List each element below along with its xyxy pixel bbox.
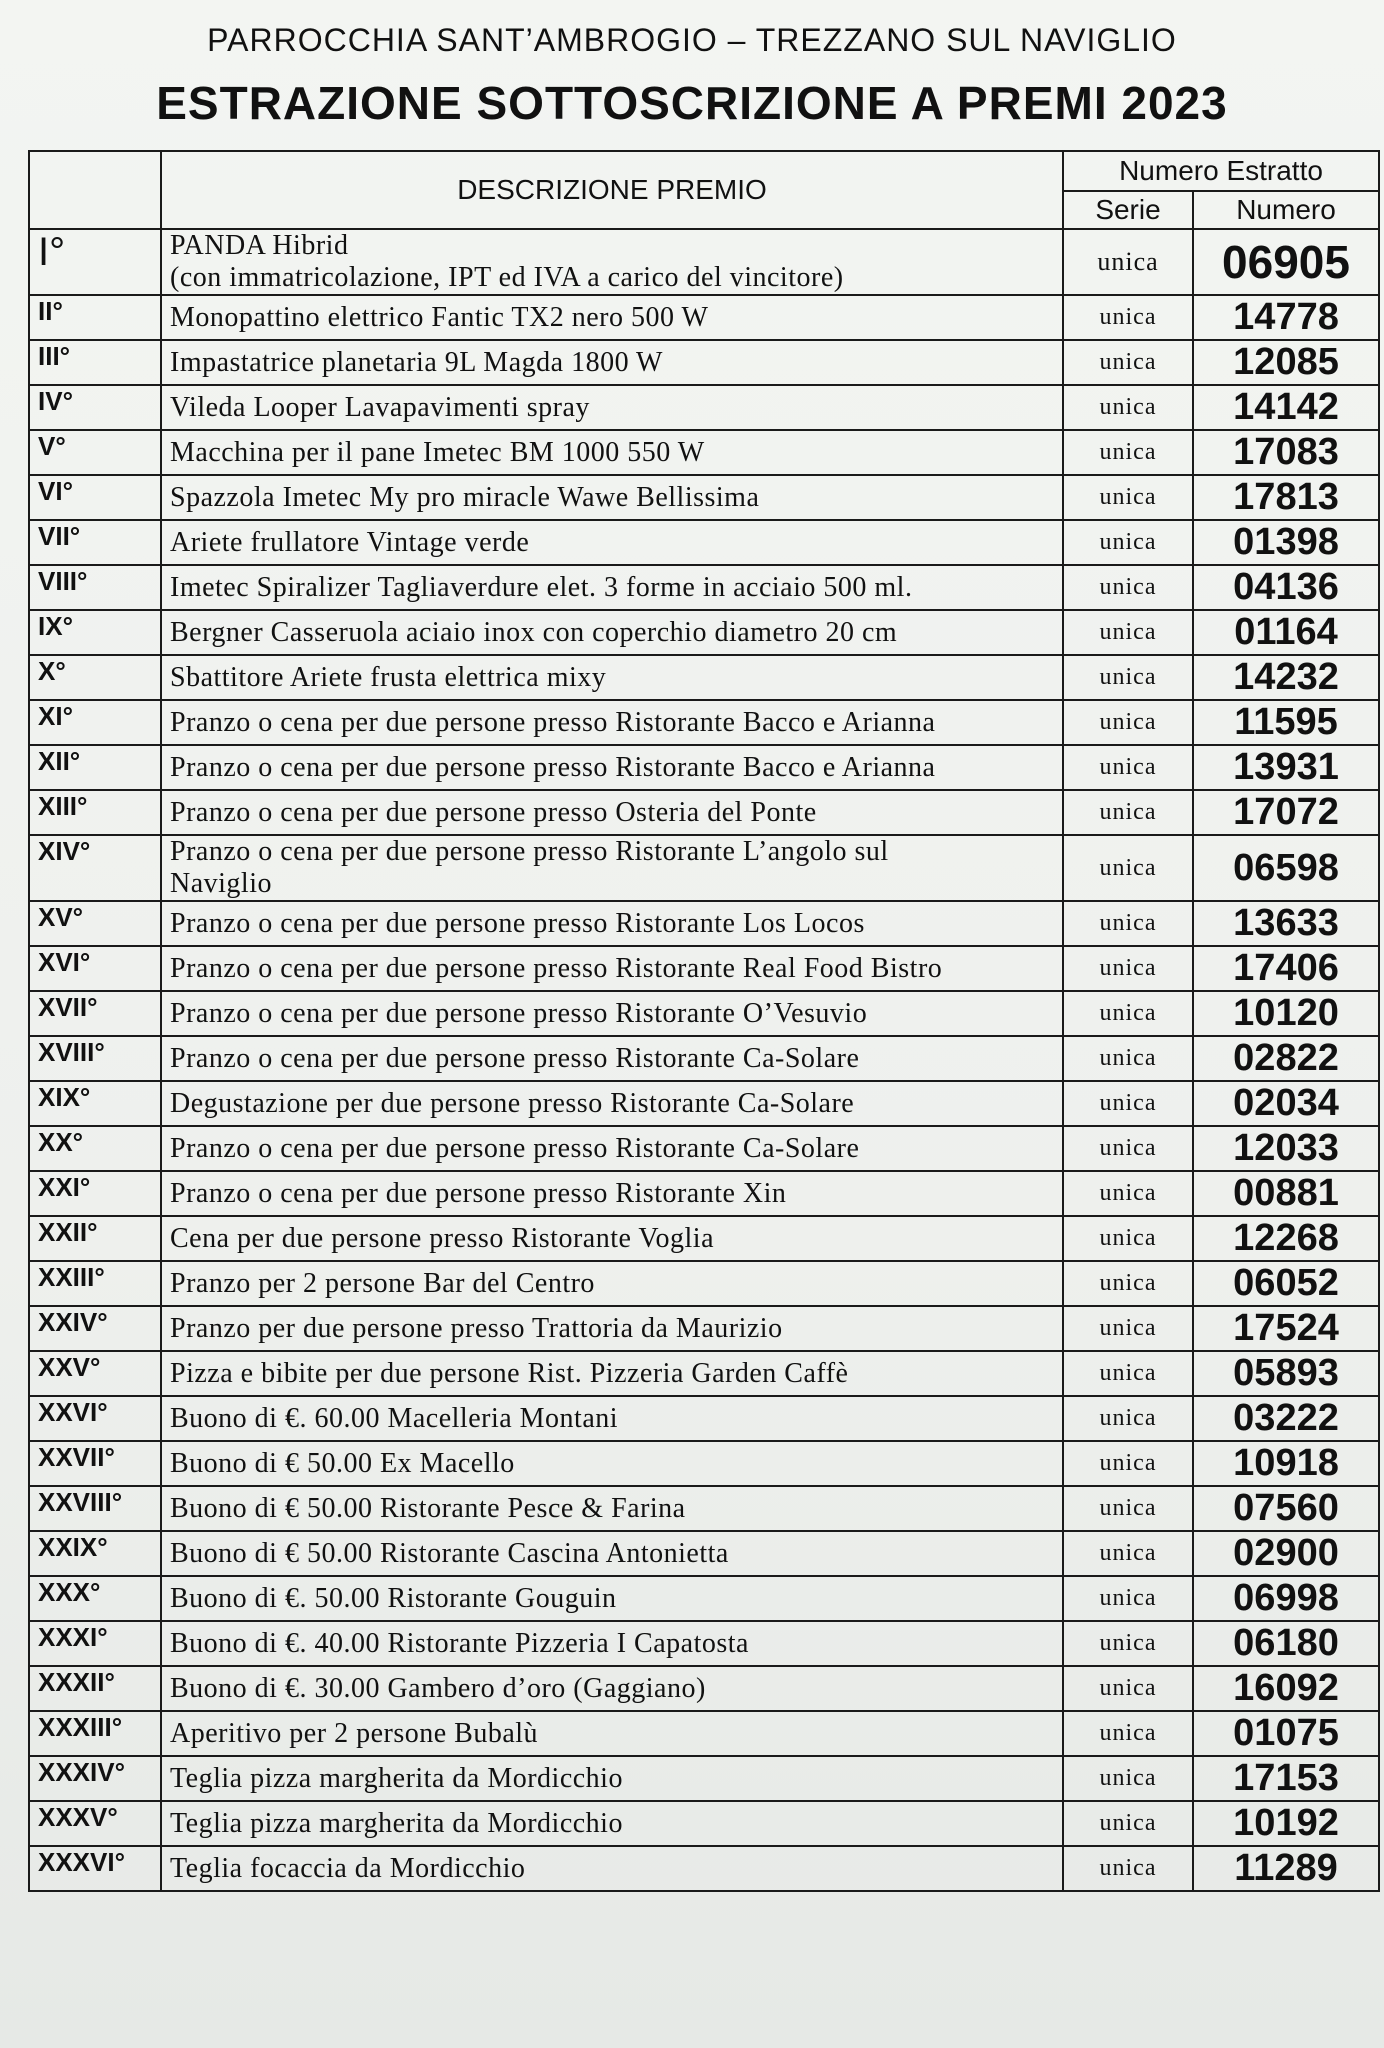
prize-description [161, 1126, 1063, 1171]
table-row [29, 1396, 1379, 1441]
drawn-number: 17406 [1193, 946, 1379, 991]
table-row [29, 991, 1379, 1036]
prize-table [28, 150, 1380, 1892]
parish-heading: PARROCCHIA SANT’AMBROGIO – TREZZANO SUL NAVIGLIO [207, 22, 1177, 58]
prize-serie: unica [1063, 1306, 1193, 1351]
prize-serie: unica [1063, 1486, 1193, 1531]
drawn-number: 17524 [1193, 1306, 1379, 1351]
prize-description [161, 1396, 1063, 1441]
prize-serie: unica [1063, 745, 1193, 790]
drawn-number: 12033 [1193, 1126, 1379, 1171]
prize-rank: XIV° [29, 835, 161, 901]
prize-serie: unica [1063, 1576, 1193, 1621]
prize-description [161, 1711, 1063, 1756]
prize-description [161, 1081, 1063, 1126]
drawn-number: 06905 [1193, 229, 1379, 295]
prize-rank: XXII° [29, 1216, 161, 1261]
prize-description [161, 946, 1063, 991]
prize-description-line: Bergner Casseruola aciaio inox con coperchio diametro 20 cm [170, 616, 898, 648]
prize-serie: unica [1063, 229, 1193, 295]
table-row [29, 1306, 1379, 1351]
prize-rank: II° [29, 295, 161, 340]
prize-rank: XIII° [29, 790, 161, 835]
prize-description [161, 1621, 1063, 1666]
prize-description [161, 1306, 1063, 1351]
drawn-number: 01164 [1193, 610, 1379, 655]
prize-rank: XXV° [29, 1351, 161, 1396]
drawn-number: 05893 [1193, 1351, 1379, 1396]
drawn-number: 11289 [1193, 1846, 1379, 1891]
prize-description [161, 1036, 1063, 1081]
prize-description-line: Imetec Spiralizer Tagliaverdure elet. 3 forme in acciaio 500 ml. [170, 571, 913, 603]
prize-description [161, 1576, 1063, 1621]
prize-serie: unica [1063, 475, 1193, 520]
table-row [29, 835, 1379, 901]
drawn-number: 16092 [1193, 1666, 1379, 1711]
table-row [29, 385, 1379, 430]
prize-description [161, 835, 1063, 901]
prize-description [161, 475, 1063, 520]
prize-serie: unica [1063, 1621, 1193, 1666]
table-row [29, 295, 1379, 340]
table-row [29, 1666, 1379, 1711]
description-column-header: DESCRIZIONE PREMIO [161, 151, 1063, 229]
prize-rank: XXVI° [29, 1396, 161, 1441]
prize-description [161, 565, 1063, 610]
drawn-number: 07560 [1193, 1486, 1379, 1531]
prize-description-line: Buono di €. 50.00 Ristorante Gouguin [170, 1582, 617, 1614]
prize-rank: XXVIII° [29, 1486, 161, 1531]
prize-rank: XVI° [29, 946, 161, 991]
prize-description-line: Vileda Looper Lavapavimenti spray [170, 391, 590, 423]
table-row [29, 1846, 1379, 1891]
table-row [29, 1171, 1379, 1216]
prize-description-line: Buono di € 50.00 Ristorante Cascina Antonietta [170, 1537, 729, 1569]
prize-description [161, 1261, 1063, 1306]
prize-description [161, 610, 1063, 655]
prize-description-line: Pranzo o cena per due persone presso Ristorante Bacco e Arianna [170, 751, 936, 783]
prize-description-line: Pranzo o cena per due persone presso Ristorante L’angolo sul [170, 836, 889, 867]
prize-rank: XXXII° [29, 1666, 161, 1711]
prize-serie: unica [1063, 520, 1193, 565]
drawn-number: 04136 [1193, 565, 1379, 610]
serie-column-header: Serie [1063, 191, 1193, 229]
prize-description-line: Pranzo o cena per due persone presso Ristorante O’Vesuvio [170, 997, 868, 1029]
prize-description [161, 1666, 1063, 1711]
prize-description [161, 745, 1063, 790]
drawn-number: 14778 [1193, 295, 1379, 340]
prize-description [161, 520, 1063, 565]
drawn-number: 17072 [1193, 790, 1379, 835]
prize-rank: XXIX° [29, 1531, 161, 1576]
prize-description [161, 1846, 1063, 1891]
prize-rank: XII° [29, 745, 161, 790]
prize-description [161, 385, 1063, 430]
prize-description [161, 295, 1063, 340]
table-row [29, 1531, 1379, 1576]
prize-description-line: Impastatrice planetaria 9L Magda 1800 W [170, 346, 663, 378]
prize-description-line: Buono di €. 60.00 Macelleria Montani [170, 1402, 619, 1434]
table-row [29, 1261, 1379, 1306]
drawn-number: 13633 [1193, 901, 1379, 946]
prize-serie: unica [1063, 1261, 1193, 1306]
table-row [29, 610, 1379, 655]
prize-serie: unica [1063, 610, 1193, 655]
table-row [29, 1756, 1379, 1801]
drawn-number: 12268 [1193, 1216, 1379, 1261]
prize-serie: unica [1063, 790, 1193, 835]
drawn-number: 14142 [1193, 385, 1379, 430]
prize-description [161, 1441, 1063, 1486]
prize-description-line: Pizza e bibite per due persone Rist. Pizzeria Garden Caffè [170, 1357, 849, 1389]
table-row [29, 1576, 1379, 1621]
prize-rank: XVII° [29, 991, 161, 1036]
table-row [29, 946, 1379, 991]
prize-description-line: Cena per due persone presso Ristorante Voglia [170, 1222, 715, 1254]
prize-rank: XX° [29, 1126, 161, 1171]
prize-description-line: Pranzo o cena per due persone presso Ristorante Ca-Solare [170, 1132, 860, 1164]
prize-description-line: Teglia focaccia da Mordicchio [170, 1852, 526, 1884]
prize-rank: VII° [29, 520, 161, 565]
prize-serie: unica [1063, 1351, 1193, 1396]
prize-rank: XV° [29, 901, 161, 946]
prize-serie: unica [1063, 991, 1193, 1036]
rank-column-header [29, 151, 161, 229]
drawn-number: 03222 [1193, 1396, 1379, 1441]
prize-description [161, 229, 1063, 295]
table-row [29, 1351, 1379, 1396]
numero-column-header: Numero [1193, 191, 1379, 229]
drawn-number: 13931 [1193, 745, 1379, 790]
drawn-number: 10918 [1193, 1441, 1379, 1486]
prize-rank: XXVII° [29, 1441, 161, 1486]
prize-description-line: Spazzola Imetec My pro miracle Wawe Bellissima [170, 481, 760, 513]
drawn-number: 06180 [1193, 1621, 1379, 1666]
prize-description [161, 340, 1063, 385]
prize-serie: unica [1063, 295, 1193, 340]
prize-table-body [29, 229, 1379, 1891]
table-row [29, 1216, 1379, 1261]
prize-description-line: Teglia pizza margherita da Mordicchio [170, 1807, 623, 1839]
drawn-number: 06598 [1193, 835, 1379, 901]
prize-serie: unica [1063, 1441, 1193, 1486]
table-row [29, 229, 1379, 295]
prize-rank: III° [29, 340, 161, 385]
table-row [29, 1441, 1379, 1486]
prize-serie: unica [1063, 430, 1193, 475]
prize-rank: XVIII° [29, 1036, 161, 1081]
drawn-number: 01075 [1193, 1711, 1379, 1756]
document-title: ESTRAZIONE SOTTOSCRIZIONE A PREMI 2023 [156, 77, 1228, 129]
drawn-number: 14232 [1193, 655, 1379, 700]
prize-serie: unica [1063, 1666, 1193, 1711]
prize-description-line: (con immatricolazione, IPT ed IVA a carico del vincitore) [170, 262, 844, 293]
table-row [29, 340, 1379, 385]
prize-rank: XXIII° [29, 1261, 161, 1306]
drawn-number: 02822 [1193, 1036, 1379, 1081]
drawn-number: 10120 [1193, 991, 1379, 1036]
table-row [29, 655, 1379, 700]
prize-description-line: Aperitivo per 2 persone Bubalù [170, 1717, 539, 1749]
prize-description-line: Buono di €. 40.00 Ristorante Pizzeria I Capatosta [170, 1627, 749, 1659]
prize-serie: unica [1063, 1756, 1193, 1801]
drawn-number: 00881 [1193, 1171, 1379, 1216]
prize-serie: unica [1063, 385, 1193, 430]
drawn-number: 11595 [1193, 700, 1379, 745]
prize-serie: unica [1063, 700, 1193, 745]
table-row [29, 475, 1379, 520]
table-row [29, 700, 1379, 745]
prize-serie: unica [1063, 1801, 1193, 1846]
prize-description-line: Buono di € 50.00 Ristorante Pesce & Farina [170, 1492, 686, 1524]
prize-rank: XI° [29, 700, 161, 745]
prize-rank: I° [29, 229, 161, 295]
prize-description [161, 1216, 1063, 1261]
table-row [29, 1036, 1379, 1081]
prize-description [161, 991, 1063, 1036]
prize-description-line: Pranzo per 2 persone Bar del Centro [170, 1267, 595, 1299]
prize-description [161, 1801, 1063, 1846]
prize-serie: unica [1063, 901, 1193, 946]
prize-description [161, 1756, 1063, 1801]
prize-rank: XXXV° [29, 1801, 161, 1846]
drawn-number: 06052 [1193, 1261, 1379, 1306]
prize-description-line: Sbattitore Ariete frusta elettrica mixy [170, 661, 607, 693]
table-row [29, 1126, 1379, 1171]
prize-serie: unica [1063, 655, 1193, 700]
prize-serie: unica [1063, 565, 1193, 610]
prize-description [161, 901, 1063, 946]
drawn-number: 17153 [1193, 1756, 1379, 1801]
prize-serie: unica [1063, 1531, 1193, 1576]
prize-description-line: Ariete frullatore Vintage verde [170, 526, 530, 558]
prize-serie: unica [1063, 1126, 1193, 1171]
prize-rank: XXX° [29, 1576, 161, 1621]
prize-description-line: Buono di € 50.00 Ex Macello [170, 1447, 515, 1479]
drawn-number: 17813 [1193, 475, 1379, 520]
prize-rank: V° [29, 430, 161, 475]
drawn-number: 12085 [1193, 340, 1379, 385]
prize-rank: XXXI° [29, 1621, 161, 1666]
prize-description [161, 700, 1063, 745]
table-row [29, 1621, 1379, 1666]
table-row [29, 1486, 1379, 1531]
drawn-number: 02034 [1193, 1081, 1379, 1126]
drawn-number: 10192 [1193, 1801, 1379, 1846]
prize-serie: unica [1063, 1171, 1193, 1216]
prize-rank: X° [29, 655, 161, 700]
prize-rank: IV° [29, 385, 161, 430]
drawn-number: 01398 [1193, 520, 1379, 565]
prize-description-line: Pranzo o cena per due persone presso Osteria del Ponte [170, 796, 817, 828]
prize-description-line: Pranzo per due persone presso Trattoria da Maurizio [170, 1312, 783, 1344]
prize-rank: VI° [29, 475, 161, 520]
prize-description-line: Monopattino elettrico Fantic TX2 nero 500 W [170, 301, 709, 333]
table-row [29, 901, 1379, 946]
prize-description-line: Pranzo o cena per due persone presso Ristorante Ca-Solare [170, 1042, 860, 1074]
drawn-number: 02900 [1193, 1531, 1379, 1576]
prize-description [161, 1486, 1063, 1531]
table-row [29, 790, 1379, 835]
prize-serie: unica [1063, 1711, 1193, 1756]
prize-description-line: Pranzo o cena per due persone presso Ristorante Bacco e Arianna [170, 706, 936, 738]
prize-description-line: Teglia pizza margherita da Mordicchio [170, 1762, 623, 1794]
prize-rank: XXIV° [29, 1306, 161, 1351]
prize-description [161, 1171, 1063, 1216]
prize-description [161, 430, 1063, 475]
prize-description-line: Naviglio [170, 868, 272, 899]
table-row [29, 1711, 1379, 1756]
prize-serie: unica [1063, 835, 1193, 901]
table-row [29, 1081, 1379, 1126]
table-row [29, 1801, 1379, 1846]
prize-description-line: PANDA Hibrid [170, 230, 349, 261]
prize-rank: XXXIV° [29, 1756, 161, 1801]
prize-rank: IX° [29, 610, 161, 655]
prize-description-line: Degustazione per due persone presso Ristorante Ca-Solare [170, 1087, 855, 1119]
prize-description-line: Macchina per il pane Imetec BM 1000 550 W [170, 436, 705, 468]
prize-rank: XXXVI° [29, 1846, 161, 1891]
prize-description [161, 655, 1063, 700]
prize-rank: VIII° [29, 565, 161, 610]
prize-serie: unica [1063, 1081, 1193, 1126]
prize-serie: unica [1063, 1846, 1193, 1891]
table-row [29, 745, 1379, 790]
prize-serie: unica [1063, 1216, 1193, 1261]
prize-description-line: Pranzo o cena per due persone presso Ristorante Xin [170, 1177, 787, 1209]
prize-description-line: Pranzo o cena per due persone presso Ristorante Real Food Bistro [170, 952, 943, 984]
table-row [29, 565, 1379, 610]
prize-serie: unica [1063, 1036, 1193, 1081]
prize-serie: unica [1063, 340, 1193, 385]
prize-description [161, 1351, 1063, 1396]
prize-description [161, 790, 1063, 835]
prize-rank: XXI° [29, 1171, 161, 1216]
prize-table-header [29, 151, 1379, 229]
drawn-number: 17083 [1193, 430, 1379, 475]
prize-description-line: Buono di €. 30.00 Gambero d’oro (Gaggiano) [170, 1672, 706, 1704]
prize-rank: XXXIII° [29, 1711, 161, 1756]
table-row [29, 520, 1379, 565]
table-row [29, 430, 1379, 475]
prize-description-line: Pranzo o cena per due persone presso Ristorante Los Locos [170, 907, 865, 939]
drawn-number: 06998 [1193, 1576, 1379, 1621]
prize-rank: XIX° [29, 1081, 161, 1126]
prize-serie: unica [1063, 946, 1193, 991]
prize-description [161, 1531, 1063, 1576]
drawn-number-group-header: Numero Estratto [1063, 151, 1379, 191]
prize-serie: unica [1063, 1396, 1193, 1441]
